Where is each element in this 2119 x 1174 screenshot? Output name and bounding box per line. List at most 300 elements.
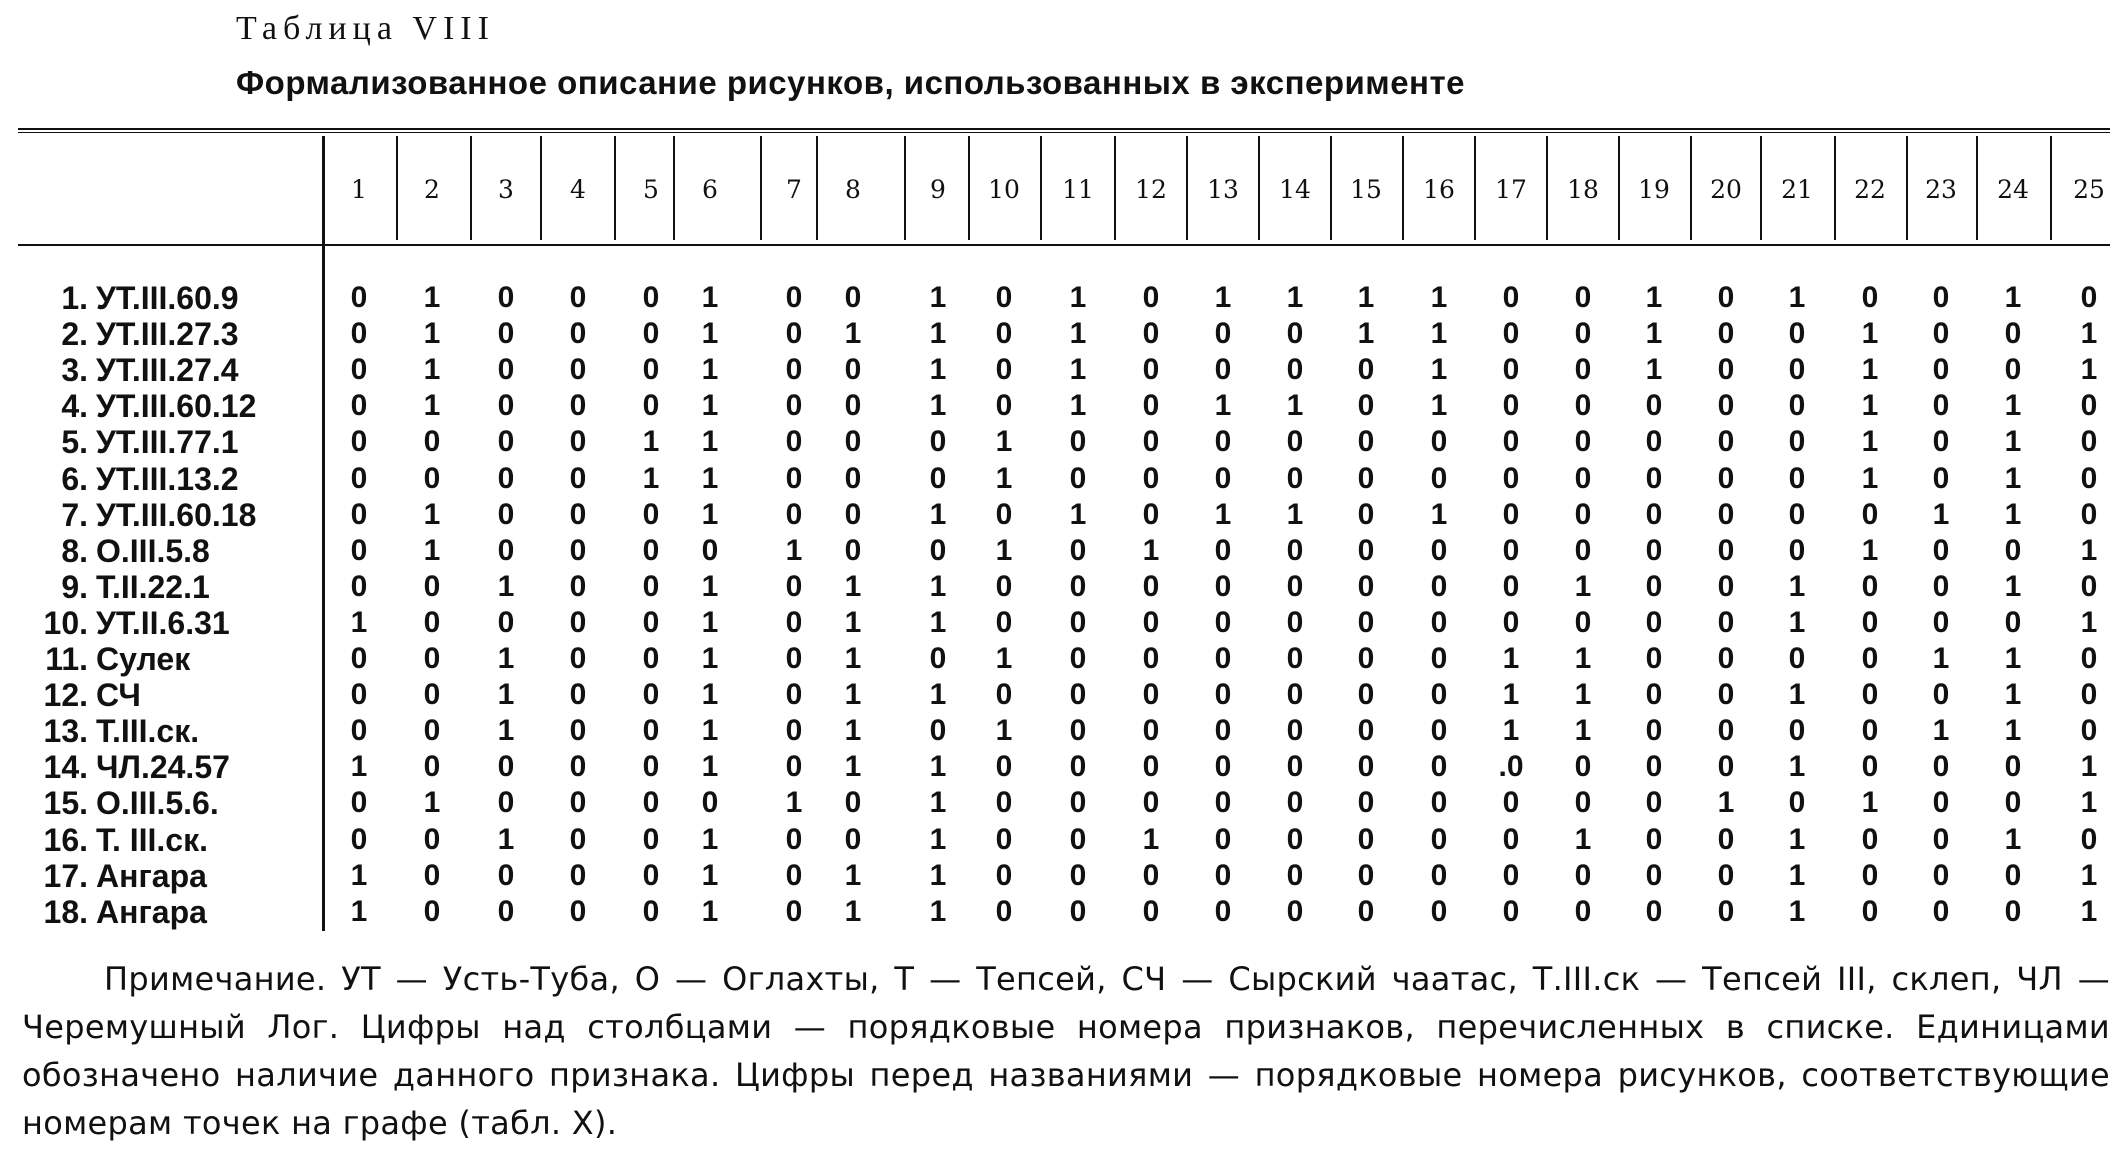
table-cell: 0 <box>1214 750 1232 784</box>
table-cell: 0 <box>1286 461 1304 495</box>
column-header-20: 20 <box>1710 174 1742 204</box>
table-cell: 1 <box>1214 389 1232 423</box>
table-cell: 1 <box>1214 281 1232 314</box>
table-cell: 0 <box>423 894 441 928</box>
row-number: 9. <box>61 568 88 605</box>
table-cell: 0 <box>2080 425 2098 459</box>
table-cell: 1 <box>701 822 719 856</box>
table-cell: 0 <box>844 497 862 531</box>
table-cell: 0 <box>1430 569 1448 603</box>
table-cell: 0 <box>1645 678 1663 712</box>
table-cell: 0 <box>569 317 587 351</box>
column-separator <box>1690 136 1692 240</box>
table-cell: 1 <box>1861 786 1879 820</box>
table-row <box>0 822 2119 858</box>
table-cell: 0 <box>497 786 515 820</box>
table-cell: 1 <box>1861 317 1879 351</box>
table-cell: 0 <box>929 642 947 675</box>
table-cell: 0 <box>1069 714 1087 748</box>
table-cell: 0 <box>1286 714 1304 748</box>
table-note-text: Примечание. УТ — Усть-Туба, О — Оглахты, Т — Тепсей, СЧ — Сырский чаатас, Т.III.ск — Тепсей III, склеп, ЧЛ — Черемушный Лог. Цифры над столбцами — порядковые номера признаков, перечисленных в списке. Единицами обозначено наличие данного признака. Цифры перед названиями — порядковые номера рисунков, соответствующие номерам точек на графе (табл. X). <box>22 960 2110 1142</box>
table-cell: 0 <box>497 858 515 892</box>
table-cell: 0 <box>569 281 587 314</box>
table-cell: 0 <box>1142 786 1160 820</box>
row-label <box>18 822 318 858</box>
table-cell: 0 <box>497 389 515 423</box>
table-cell: 1 <box>1788 858 1806 892</box>
table-cell: 1 <box>929 281 947 314</box>
table-cell: 0 <box>1142 461 1160 495</box>
column-header-3: 3 <box>498 174 514 204</box>
table-cell: 0 <box>2080 642 2098 675</box>
table-cell: 0 <box>1214 822 1232 856</box>
column-separator <box>673 136 675 240</box>
column-separator <box>540 136 542 240</box>
table-cell: 0 <box>1430 605 1448 639</box>
table-cell: 0 <box>1861 569 1879 603</box>
table-cell: 0 <box>995 822 1013 856</box>
table-cell: 1 <box>2080 858 2098 892</box>
table-cell: 0 <box>1788 533 1806 567</box>
table-cell: 0 <box>1717 678 1735 712</box>
table-cell: 0 <box>1286 894 1304 928</box>
table-cell: 0 <box>1932 750 1950 784</box>
table-cell: 0 <box>350 281 368 314</box>
table-cell: 0 <box>350 497 368 531</box>
table-row <box>0 388 2119 424</box>
table-cell: 1 <box>1788 822 1806 856</box>
table-cell: 1 <box>423 786 441 820</box>
table-cell: 0 <box>995 353 1013 387</box>
table-cell: 0 <box>785 353 803 387</box>
table-cell: 0 <box>1286 750 1304 784</box>
table-cell: 0 <box>1502 822 1520 856</box>
table-cell: 0 <box>569 569 587 603</box>
column-header-23: 23 <box>1925 174 1957 204</box>
table-cell: 0 <box>1214 569 1232 603</box>
table-cell: 0 <box>995 389 1013 423</box>
table-row <box>0 533 2119 569</box>
table-cell: 0 <box>423 642 441 675</box>
table-cell: 0 <box>1645 822 1663 856</box>
row-label <box>18 497 318 533</box>
table-cell: 0 <box>1574 281 1592 314</box>
table-cell: 1 <box>350 894 368 928</box>
column-header-15: 15 <box>1350 174 1382 204</box>
table-cell: 0 <box>497 605 515 639</box>
table-cell: 0 <box>1717 497 1735 531</box>
table-cell: 0 <box>785 858 803 892</box>
table-cell: 1 <box>785 533 803 567</box>
table-cell: 0 <box>1932 461 1950 495</box>
table-cell: 0 <box>423 750 441 784</box>
column-header-1: 1 <box>351 174 367 204</box>
column-separator <box>1186 136 1188 240</box>
table-cell: 0 <box>995 281 1013 314</box>
column-header-6: 6 <box>702 174 718 204</box>
table-cell: 1 <box>844 714 862 748</box>
table-cell: 0 <box>1717 461 1735 495</box>
table-cell: 0 <box>642 858 660 892</box>
row-name: Ангара <box>96 857 207 894</box>
table-cell: 0 <box>1286 642 1304 675</box>
table-row <box>0 713 2119 749</box>
row-number: 10. <box>43 604 88 641</box>
table-cell: 0 <box>1788 642 1806 675</box>
table-cell: 0 <box>569 533 587 567</box>
table-cell: 0 <box>1069 786 1087 820</box>
table-cell: 0 <box>1574 533 1592 567</box>
table-cell: 0 <box>1788 497 1806 531</box>
table-cell: 0 <box>1502 533 1520 567</box>
table-cell: 0 <box>642 389 660 423</box>
table-cell: 0 <box>785 822 803 856</box>
table-cell: 0 <box>1788 714 1806 748</box>
table-cell: 0 <box>569 786 587 820</box>
table-cell: 1 <box>2004 822 2022 856</box>
table-cell: 0 <box>1861 714 1879 748</box>
table-cell: 0 <box>1574 605 1592 639</box>
table-cell: 0 <box>1574 461 1592 495</box>
table-cell: 0 <box>1357 678 1375 712</box>
table-cell: 0 <box>1214 894 1232 928</box>
table-cell: 0 <box>1357 425 1375 459</box>
column-separator <box>1976 136 1978 240</box>
table-cell: 0 <box>1142 497 1160 531</box>
table-cell: 0 <box>642 569 660 603</box>
table-cell: 0 <box>1214 461 1232 495</box>
table-cell: 0 <box>1717 389 1735 423</box>
table-cell: 1 <box>701 750 719 784</box>
table-cell: 1 <box>701 389 719 423</box>
table-cell: 0 <box>1932 786 1950 820</box>
table-cell: 0 <box>350 678 368 712</box>
table-cell: 0 <box>1861 281 1879 314</box>
table-cell: 0 <box>1357 533 1375 567</box>
row-label <box>18 677 318 713</box>
row-name: СЧ <box>96 677 141 714</box>
table-cell: 1 <box>1286 497 1304 531</box>
table-cell: 0 <box>1861 642 1879 675</box>
table-cell: 1 <box>1574 822 1592 856</box>
table-cell: 1 <box>844 858 862 892</box>
table-cell: 0 <box>785 497 803 531</box>
table-cell: 0 <box>1430 714 1448 748</box>
row-number: 13. <box>43 713 88 750</box>
table-cell: 0 <box>1142 389 1160 423</box>
table-cell: 0 <box>350 317 368 351</box>
table-cell: 0 <box>1286 858 1304 892</box>
table-cell: 1 <box>929 569 947 603</box>
table-cell: 0 <box>1142 642 1160 675</box>
table-cell: 0 <box>1574 389 1592 423</box>
row-label <box>18 461 318 497</box>
table-cell: 0 <box>995 497 1013 531</box>
row-label <box>18 894 318 930</box>
table-cell: 1 <box>1932 714 1950 748</box>
table-cell: 0 <box>1788 425 1806 459</box>
column-separator <box>1834 136 1836 240</box>
row-name: УТ.III.60.18 <box>96 496 257 533</box>
table-cell: 0 <box>844 786 862 820</box>
table-cell: 0 <box>1502 894 1520 928</box>
column-separator <box>1618 136 1620 240</box>
table-cell: 0 <box>1069 533 1087 567</box>
table-cell: 1 <box>1932 497 1950 531</box>
table-cell: 1 <box>1788 678 1806 712</box>
table-cell: 1 <box>2004 569 2022 603</box>
table-cell: 0 <box>1932 822 1950 856</box>
table-cell: 0 <box>642 714 660 748</box>
column-separator <box>1906 136 1908 240</box>
table-cell: 0 <box>1574 786 1592 820</box>
table-cell: 0 <box>569 678 587 712</box>
table-cell: 1 <box>497 678 515 712</box>
table-cell: 1 <box>1357 317 1375 351</box>
table-cell: 1 <box>995 461 1013 495</box>
table-cell: 0 <box>1645 894 1663 928</box>
table-cell: 1 <box>844 317 862 351</box>
table-cell: 1 <box>929 497 947 531</box>
table-cell: 1 <box>701 497 719 531</box>
column-header-4: 4 <box>570 174 586 204</box>
row-label <box>18 858 318 894</box>
column-header-25: 25 <box>2073 174 2105 204</box>
table-row <box>0 785 2119 821</box>
table-cell: 0 <box>1357 642 1375 675</box>
table-cell: 0 <box>701 786 719 820</box>
table-cell: 0 <box>1069 569 1087 603</box>
table-cell: 0 <box>497 894 515 928</box>
table-row <box>0 497 2119 533</box>
table-cell: 0 <box>785 894 803 928</box>
table-cell: 0 <box>642 894 660 928</box>
row-name: УТ.III.77.1 <box>96 424 239 461</box>
table-cell: 0 <box>642 317 660 351</box>
table-cell: 1 <box>423 317 441 351</box>
column-separator <box>1546 136 1548 240</box>
column-header-17: 17 <box>1495 174 1527 204</box>
table-cell: 0 <box>1214 353 1232 387</box>
table-cell: 0 <box>785 605 803 639</box>
table-cell: 0 <box>1430 642 1448 675</box>
column-header-12: 12 <box>1135 174 1167 204</box>
table-cell: 0 <box>1932 858 1950 892</box>
table-cell: 1 <box>1788 569 1806 603</box>
table-cell: 0 <box>1286 569 1304 603</box>
column-separator <box>470 136 472 240</box>
table-cell: 1 <box>1430 353 1448 387</box>
table-cell: 0 <box>2080 497 2098 531</box>
table-cell: 0 <box>1142 317 1160 351</box>
table-cell: 0 <box>701 533 719 567</box>
column-header-10: 10 <box>988 174 1020 204</box>
table-cell: 0 <box>1357 714 1375 748</box>
column-header-5: 5 <box>643 174 659 204</box>
column-separator <box>1114 136 1116 240</box>
row-name: Т. III.ск. <box>96 821 208 858</box>
table-cell: 1 <box>423 533 441 567</box>
table-cell: 0 <box>1142 353 1160 387</box>
table-cell: 0 <box>1861 822 1879 856</box>
table-cell: 0 <box>1286 786 1304 820</box>
table-cell: 1 <box>1430 497 1448 531</box>
table-row <box>0 677 2119 713</box>
table-cell: 0 <box>1286 605 1304 639</box>
table-cell: 0 <box>844 389 862 423</box>
table-cell: 1 <box>1502 678 1520 712</box>
row-number: 2. <box>61 316 88 353</box>
table-cell: 0 <box>1142 858 1160 892</box>
table-cell: 0 <box>1286 317 1304 351</box>
column-header-14: 14 <box>1279 174 1311 204</box>
table-cell: 0 <box>995 569 1013 603</box>
table-cell: 1 <box>642 461 660 495</box>
table-cell: 0 <box>350 714 368 748</box>
column-header-11: 11 <box>1062 174 1094 204</box>
table-cell: 0 <box>569 461 587 495</box>
table-cell: 0 <box>642 605 660 639</box>
table-cell: 0 <box>1357 569 1375 603</box>
table-cell: 0 <box>995 750 1013 784</box>
table-cell: 1 <box>2080 750 2098 784</box>
table-cell: 0 <box>844 353 862 387</box>
table-cell: 0 <box>1214 642 1232 675</box>
table-cell: 0 <box>1717 569 1735 603</box>
table-cell: 1 <box>1645 353 1663 387</box>
table-cell: 0 <box>2080 569 2098 603</box>
table-cell: 1 <box>844 605 862 639</box>
table-cell: 0 <box>1357 858 1375 892</box>
table-cell: 0 <box>569 642 587 675</box>
row-label <box>18 280 318 316</box>
row-number: 15. <box>43 785 88 822</box>
table-cell: 1 <box>995 714 1013 748</box>
row-name: УТ.III.60.9 <box>96 280 239 316</box>
table-cell: 0 <box>1645 750 1663 784</box>
table-cell: 0 <box>1717 425 1735 459</box>
table-cell: 1 <box>929 389 947 423</box>
table-cell: 1 <box>785 786 803 820</box>
table-cell: 0 <box>423 714 441 748</box>
table-cell: 1 <box>1286 389 1304 423</box>
table-cell: 1 <box>929 786 947 820</box>
row-label <box>18 749 318 785</box>
table-cell: 1 <box>497 822 515 856</box>
table-cell: 0 <box>1214 605 1232 639</box>
column-separator <box>2050 136 2052 240</box>
table-cell: 0 <box>1430 678 1448 712</box>
table-cell: 0 <box>1717 858 1735 892</box>
table-cell: 1 <box>2004 281 2022 314</box>
table-cell: 0 <box>1214 678 1232 712</box>
table-cell: 0 <box>1788 353 1806 387</box>
table-cell: 0 <box>569 822 587 856</box>
table-cell: 0 <box>1502 353 1520 387</box>
table-cell: 1 <box>929 678 947 712</box>
table-cell: 1 <box>701 714 719 748</box>
table-cell: 0 <box>785 425 803 459</box>
table-cell: 0 <box>1214 425 1232 459</box>
table-cell: 0 <box>2080 389 2098 423</box>
table-cell: 0 <box>844 281 862 314</box>
column-header-7: 7 <box>786 174 802 204</box>
table-cell: 0 <box>350 569 368 603</box>
table-cell: 1 <box>423 353 441 387</box>
table-cell: 0 <box>2004 786 2022 820</box>
table-row <box>0 280 2119 316</box>
table-cell: 0 <box>569 353 587 387</box>
table-cell: 0 <box>995 858 1013 892</box>
table-cell: 0 <box>1645 461 1663 495</box>
table-cell: 0 <box>1932 678 1950 712</box>
table-cell: 1 <box>1788 281 1806 314</box>
column-header-22: 22 <box>1854 174 1886 204</box>
table-cell: 0 <box>2004 858 2022 892</box>
table-cell: 1 <box>423 497 441 531</box>
table-cell: 1 <box>2004 389 2022 423</box>
column-header-2: 2 <box>424 174 440 204</box>
table-cell: 0 <box>1717 750 1735 784</box>
table-cell: 1 <box>1142 822 1160 856</box>
column-separator <box>1402 136 1404 240</box>
table-cell: 1 <box>701 425 719 459</box>
table-cell: 0 <box>1502 605 1520 639</box>
table-cell: 0 <box>1357 461 1375 495</box>
table-cell: 1 <box>1502 714 1520 748</box>
row-number: 1. <box>61 280 88 316</box>
table-row <box>0 749 2119 785</box>
table-cell: 0 <box>929 425 947 459</box>
table-cell: 1 <box>929 858 947 892</box>
row-label <box>18 352 318 388</box>
table-cell: 0 <box>642 533 660 567</box>
table-cell: 0 <box>497 353 515 387</box>
table-cell: 0 <box>1502 858 1520 892</box>
table-cell: 1 <box>1861 533 1879 567</box>
table-cell: 0 <box>569 858 587 892</box>
table-cell: 0 <box>350 389 368 423</box>
table-cell: 1 <box>1069 353 1087 387</box>
table-header-rule <box>18 244 2110 246</box>
table-cell: 1 <box>350 858 368 892</box>
table-cell: 0 <box>1717 894 1735 928</box>
table-cell: 0 <box>785 461 803 495</box>
table-cell: 0 <box>569 425 587 459</box>
table-cell: 0 <box>2080 461 2098 495</box>
table-cell: 0 <box>1717 533 1735 567</box>
table-cell: 0 <box>1214 714 1232 748</box>
table-cell: 1 <box>1932 642 1950 675</box>
table-cell: 0 <box>1932 569 1950 603</box>
table-cell: 1 <box>929 894 947 928</box>
table-cell: 0 <box>1069 678 1087 712</box>
table-cell: 1 <box>1861 353 1879 387</box>
table-cell: 0 <box>1142 569 1160 603</box>
table-cell: 0 <box>497 281 515 314</box>
table-cell: 0 <box>1069 858 1087 892</box>
table-cell: 1 <box>1861 425 1879 459</box>
table-cell: 0 <box>785 678 803 712</box>
table-cell: 1 <box>1645 281 1663 314</box>
table-cell: 1 <box>1286 281 1304 314</box>
table-cell: 0 <box>1430 750 1448 784</box>
table-cell: 1 <box>929 353 947 387</box>
row-name: Т.III.ск. <box>96 713 200 750</box>
table-cell: 0 <box>1069 642 1087 675</box>
table-cell: 1 <box>995 425 1013 459</box>
row-name: УТ.III.27.3 <box>96 316 239 353</box>
